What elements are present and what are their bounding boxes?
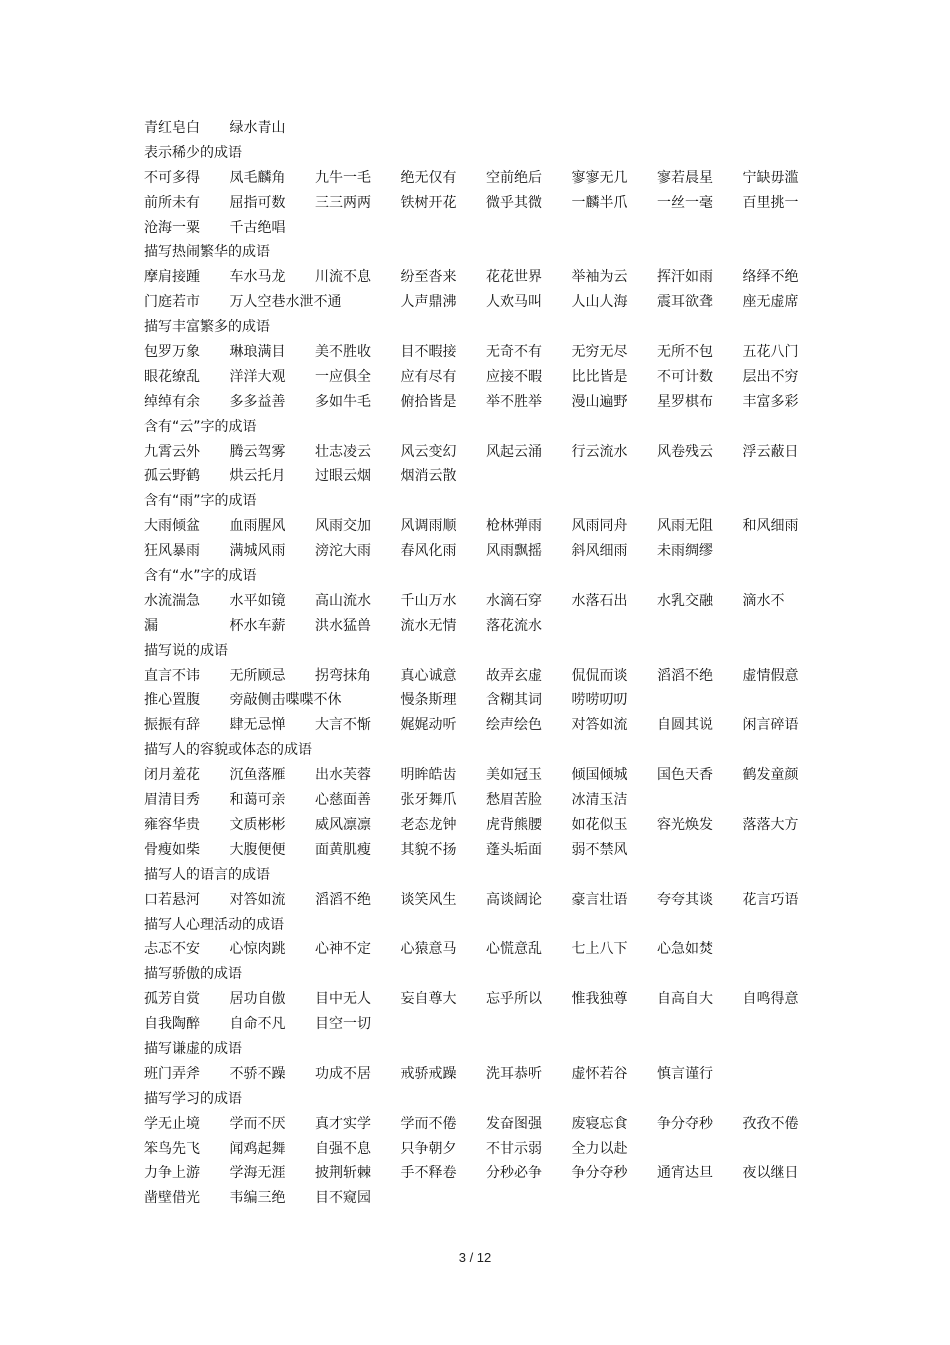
idiom: 心慌意乱: [486, 941, 542, 958]
idiom: 美如冠玉: [486, 767, 542, 784]
idiom: 络绎不绝: [742, 269, 799, 286]
idiom: 绘声绘色: [486, 717, 542, 734]
idiom: 水落石出: [571, 592, 628, 609]
idiom: 门庭若市: [144, 294, 200, 311]
idiom: 威风凛凛: [315, 816, 371, 833]
idiom: 过眼云烟: [315, 468, 371, 485]
section-heading: 含有“雨”字的成语: [144, 493, 257, 510]
idiom: 人欢马叫: [486, 294, 542, 311]
idiom: 张牙舞爪: [400, 792, 457, 809]
idiom: 学而不厌: [229, 1115, 286, 1132]
idiom: 学无止境: [144, 1115, 200, 1132]
idiom: 人山人海: [571, 294, 628, 311]
idiom: 目空一切: [315, 1016, 371, 1033]
idiom: 血雨腥风: [229, 518, 286, 535]
idiom-row: [144, 987, 814, 1012]
idiom: 漏: [144, 617, 158, 634]
idiom: 万人空巷水泄不通: [229, 294, 342, 311]
idiom: 滴水不: [742, 592, 785, 609]
idiom: 多如牛毛: [315, 393, 371, 410]
idiom: 争分夺秒: [571, 1165, 628, 1182]
idiom: 丰富多彩: [742, 393, 799, 410]
idiom: 九牛一毛: [315, 169, 371, 186]
idiom: 滂沱大雨: [315, 543, 371, 560]
idiom: 不可计数: [657, 368, 713, 385]
idiom-row: [144, 664, 814, 689]
idiom: 水乳交融: [657, 592, 713, 609]
idiom: 千古绝唱: [229, 219, 286, 236]
idiom: 和风细雨: [742, 518, 799, 535]
idiom: 落花流水: [486, 617, 542, 634]
idiom: 争分夺秒: [657, 1115, 713, 1132]
idiom-row: [144, 1012, 814, 1037]
idiom: 豪言壮语: [571, 891, 628, 908]
idiom-row: [144, 788, 814, 813]
idiom-row: [144, 440, 814, 465]
idiom: 孤云野鹤: [144, 468, 200, 485]
section-heading: 描写人的语言的成语: [144, 866, 270, 883]
idiom: 心急如焚: [657, 941, 713, 958]
idiom: 寥若晨星: [657, 169, 713, 186]
idiom: 风雨无阻: [657, 518, 713, 535]
idiom: 孜孜不倦: [742, 1115, 799, 1132]
idiom: 真心诚意: [400, 667, 457, 684]
idiom-row: [144, 265, 814, 290]
idiom-row: [144, 216, 814, 241]
idiom: 前所未有: [144, 194, 200, 211]
idiom-row: [144, 713, 814, 738]
idiom: 分秒必争: [486, 1165, 542, 1182]
idiom: 居功自傲: [229, 991, 286, 1008]
idiom: 满城风雨: [229, 543, 286, 560]
idiom: 直言不讳: [144, 667, 200, 684]
idiom: 心猿意马: [400, 941, 457, 958]
idiom: 凤毛麟角: [229, 169, 286, 186]
idiom: 蓬头垢面: [486, 841, 542, 858]
idiom: 自命不凡: [229, 1016, 286, 1033]
idiom: 风雨飘摇: [486, 543, 542, 560]
idiom: 旁敲侧击喋喋不休: [229, 692, 342, 709]
idiom-list: [144, 116, 814, 1211]
idiom: 对答如流: [229, 891, 286, 908]
idiom: 虚情假意: [742, 667, 799, 684]
idiom: 慢条斯理: [400, 692, 457, 709]
idiom: 韦编三绝: [229, 1190, 286, 1207]
idiom-row: [144, 838, 814, 863]
idiom: 举袖为云: [571, 269, 628, 286]
idiom: 壮志凌云: [315, 443, 371, 460]
idiom: 无奇不有: [486, 344, 542, 361]
idiom: 目不窥园: [315, 1190, 371, 1207]
idiom: 座无虚席: [742, 294, 799, 311]
idiom: 忐忑不安: [144, 941, 200, 958]
idiom-row: [144, 191, 814, 216]
idiom: 车水马龙: [229, 269, 286, 286]
idiom: 行云流水: [571, 443, 628, 460]
idiom: 洪水猛兽: [315, 617, 371, 634]
idiom: 只争朝夕: [400, 1140, 457, 1157]
idiom: 对答如流: [571, 717, 628, 734]
idiom: 忘乎所以: [486, 991, 542, 1008]
idiom: 孤芳自赏: [144, 991, 200, 1008]
idiom: 骨瘦如柴: [144, 841, 200, 858]
idiom: 拐弯抹角: [315, 667, 371, 684]
idiom: 不可多得: [144, 169, 200, 186]
idiom: 冰清玉洁: [571, 792, 628, 809]
section-heading: 含有“水”字的成语: [144, 568, 257, 585]
idiom: 力争上游: [144, 1165, 200, 1182]
idiom: 谈笑风生: [400, 891, 457, 908]
idiom: 水平如镜: [229, 592, 286, 609]
idiom: 出水芙蓉: [315, 767, 371, 784]
idiom: 风卷残云: [657, 443, 713, 460]
idiom: 未雨绸缪: [657, 543, 713, 560]
idiom: 目中无人: [315, 991, 371, 1008]
idiom-row: [144, 937, 814, 962]
idiom: 其貌不扬: [400, 841, 457, 858]
idiom: 自圆其说: [657, 717, 713, 734]
idiom: 腾云驾雾: [229, 443, 286, 460]
idiom: 洋洋大观: [229, 368, 286, 385]
idiom: 老态龙钟: [400, 816, 457, 833]
idiom: 戒骄戒躁: [400, 1065, 457, 1082]
idiom: 无所顾忌: [229, 667, 286, 684]
idiom: 铁树开花: [400, 194, 457, 211]
idiom: 振振有辞: [144, 717, 200, 734]
idiom: 比比皆是: [571, 368, 628, 385]
idiom: 不骄不躁: [229, 1065, 286, 1082]
idiom-row: [144, 390, 814, 415]
idiom: 自鸣得意: [742, 991, 799, 1008]
idiom: 风雨同舟: [571, 518, 628, 535]
idiom: 肆无忌惮: [229, 717, 286, 734]
idiom: 层出不穷: [742, 368, 799, 385]
idiom: 举不胜举: [486, 393, 542, 410]
idiom: 全力以赴: [571, 1140, 628, 1157]
idiom: 水流湍急: [144, 592, 200, 609]
idiom: 绰绰有余: [144, 393, 200, 410]
section-heading: 描写热闹繁华的成语: [144, 244, 270, 261]
idiom: 弱不禁风: [571, 841, 628, 858]
idiom: 水滴石穿: [486, 592, 542, 609]
idiom: 一丝一毫: [657, 194, 713, 211]
idiom: 大腹便便: [229, 841, 286, 858]
idiom: 纷至沓来: [400, 269, 457, 286]
idiom: 文质彬彬: [229, 816, 286, 833]
section-heading: 描写人心理活动的成语: [144, 916, 284, 933]
idiom: 慎言谨行: [657, 1065, 713, 1082]
idiom: 无穷无尽: [571, 344, 628, 361]
idiom: 挥汗如雨: [657, 269, 713, 286]
idiom: 披荆斩棘: [315, 1165, 371, 1182]
idiom: 鹤发童颜: [742, 767, 799, 784]
idiom: 滔滔不绝: [315, 891, 371, 908]
idiom: 应有尽有: [400, 368, 457, 385]
idiom-row: [144, 813, 814, 838]
idiom: 千山万水: [400, 592, 457, 609]
idiom-row: [144, 614, 814, 639]
idiom: 和蔼可亲: [229, 792, 286, 809]
idiom-row: [144, 688, 814, 713]
section-heading: 表示稀少的成语: [144, 144, 242, 161]
idiom: 学海无涯: [229, 1165, 286, 1182]
idiom-row: [144, 514, 814, 539]
idiom-row: [144, 290, 814, 315]
idiom-row: [144, 763, 814, 788]
idiom: 目不暇接: [400, 344, 457, 361]
idiom: 妄自尊大: [400, 991, 457, 1008]
idiom: 应接不暇: [486, 368, 542, 385]
idiom: 五花八门: [742, 344, 799, 361]
idiom: 通宵达旦: [657, 1165, 713, 1182]
idiom: 眉清目秀: [144, 792, 200, 809]
idiom: 手不释卷: [400, 1165, 457, 1182]
idiom: 娓娓动听: [400, 717, 457, 734]
idiom: 心惊肉跳: [229, 941, 286, 958]
idiom: 流水无情: [400, 617, 457, 634]
idiom: 虎背熊腰: [486, 816, 542, 833]
section-heading: 描写学习的成语: [144, 1090, 242, 1107]
idiom: 震耳欲聋: [657, 294, 713, 311]
idiom-row: [144, 1062, 814, 1087]
idiom: 闲言碎语: [742, 717, 799, 734]
idiom: 如花似玉: [571, 816, 628, 833]
idiom: 沉鱼落雁: [229, 767, 286, 784]
idiom: 美不胜收: [315, 344, 371, 361]
idiom: 青红皂白: [144, 120, 200, 136]
idiom: 故弄玄虚: [486, 667, 542, 684]
idiom: 废寝忘食: [571, 1115, 628, 1132]
idiom: 浮云蔽日: [742, 443, 799, 460]
idiom: 闭月羞花: [144, 767, 200, 784]
idiom: 班门弄斧: [144, 1065, 200, 1082]
idiom: 凿壁借光: [144, 1190, 200, 1207]
section-heading: 描写骄傲的成语: [144, 966, 242, 983]
idiom-row: [144, 589, 814, 614]
idiom: 包罗万象: [144, 344, 200, 361]
idiom: 自我陶醉: [144, 1016, 200, 1033]
idiom: 摩肩接踵: [144, 269, 200, 286]
idiom: 多多益善: [229, 393, 286, 410]
idiom: 真才实学: [315, 1115, 371, 1132]
idiom-row: [144, 888, 814, 913]
idiom: 沧海一粟: [144, 219, 200, 236]
idiom: 眼花缭乱: [144, 368, 200, 385]
idiom: 漫山遍野: [571, 393, 628, 410]
idiom: 微乎其微: [486, 194, 542, 211]
idiom: 三三两两: [315, 194, 371, 211]
idiom: 含糊其词: [486, 692, 542, 709]
idiom: 自强不息: [315, 1140, 371, 1157]
idiom: 川流不息: [315, 269, 371, 286]
idiom: 面黄肌瘦: [315, 841, 371, 858]
idiom: 狂风暴雨: [144, 543, 200, 560]
idiom: 花花世界: [486, 269, 542, 286]
section-heading: 描写人的容貌或体态的成语: [144, 742, 312, 759]
idiom-row: [144, 1186, 814, 1211]
idiom: 口若悬河: [144, 891, 200, 908]
idiom-row: [144, 340, 814, 365]
idiom: 功成不居: [315, 1065, 371, 1082]
idiom: 国色天香: [657, 767, 713, 784]
idiom: 惟我独尊: [571, 991, 628, 1008]
idiom: 洗耳恭听: [486, 1065, 542, 1082]
idiom: 杯水车薪: [229, 617, 286, 634]
idiom: 琳琅满目: [229, 344, 286, 361]
idiom: 虚怀若谷: [571, 1065, 628, 1082]
section-heading: 描写谦虚的成语: [144, 1040, 242, 1057]
idiom: 一麟半爪: [571, 194, 628, 211]
idiom: 绿水青山: [229, 120, 286, 136]
idiom: 人声鼎沸: [400, 294, 457, 311]
idiom: 高山流水: [315, 592, 371, 609]
idiom: 自高自大: [657, 991, 713, 1008]
idiom: 绝无仅有: [400, 169, 457, 186]
idiom: 落落大方: [742, 816, 799, 833]
idiom: 夸夸其谈: [657, 891, 713, 908]
idiom: 寥寥无几: [571, 169, 628, 186]
idiom: 大言不惭: [315, 717, 371, 734]
idiom-row: [144, 1161, 814, 1186]
idiom: 容光焕发: [657, 816, 713, 833]
idiom-row: [144, 464, 814, 489]
idiom: 风雨交加: [315, 518, 371, 535]
idiom: 九霄云外: [144, 443, 200, 460]
page-number: 3 / 12: [458, 1250, 492, 1265]
idiom: 高谈阔论: [486, 891, 542, 908]
idiom: 心慈面善: [315, 792, 371, 809]
idiom: 俯拾皆是: [400, 393, 457, 410]
idiom: 枪林弹雨: [486, 518, 542, 535]
idiom: 宁缺毋滥: [742, 169, 799, 186]
idiom: 春风化雨: [400, 543, 457, 560]
idiom: 心神不定: [315, 941, 371, 958]
idiom: 风调雨顺: [400, 518, 457, 535]
idiom: 不甘示弱: [486, 1140, 542, 1157]
idiom-row: [144, 1137, 814, 1162]
idiom: 唠唠叨叨: [571, 692, 628, 709]
idiom: 发奋图强: [486, 1115, 542, 1132]
section-heading: 含有“云”字的成语: [144, 418, 257, 435]
idiom: 风云变幻: [400, 443, 457, 460]
idiom: 百里挑一: [742, 194, 799, 211]
idiom: 愁眉苦脸: [486, 792, 542, 809]
idiom: 雍容华贵: [144, 816, 200, 833]
idiom: 烟消云散: [400, 468, 457, 485]
idiom: 斜风细雨: [571, 543, 628, 560]
idiom: 笨鸟先飞: [144, 1140, 200, 1157]
idiom: 一应俱全: [315, 368, 371, 385]
idiom: 大雨倾盆: [144, 518, 200, 535]
section-heading: 描写丰富繁多的成语: [144, 319, 270, 336]
idiom: 星罗棋布: [657, 393, 713, 410]
idiom: 花言巧语: [742, 891, 799, 908]
idiom: 滔滔不绝: [657, 667, 713, 684]
idiom-row: [144, 1112, 814, 1137]
idiom: 明眸皓齿: [400, 767, 457, 784]
idiom: 学而不倦: [400, 1115, 457, 1132]
idiom: 闻鸡起舞: [229, 1140, 286, 1157]
idiom-row: [144, 116, 814, 141]
idiom: 无所不包: [657, 344, 713, 361]
idiom: 倾国倾城: [571, 767, 628, 784]
idiom-row: [144, 166, 814, 191]
idiom: 烘云托月: [229, 468, 286, 485]
idiom: 推心置腹: [144, 692, 200, 709]
idiom: 夜以继日: [742, 1165, 799, 1182]
idiom: 空前绝后: [486, 169, 542, 186]
section-heading: 描写说的成语: [144, 642, 228, 659]
idiom: 侃侃而谈: [571, 667, 628, 684]
idiom-row: [144, 539, 814, 564]
idiom: 七上八下: [571, 941, 628, 958]
idiom-row: [144, 365, 814, 390]
idiom: 风起云涌: [486, 443, 542, 460]
idiom: 屈指可数: [229, 194, 286, 211]
